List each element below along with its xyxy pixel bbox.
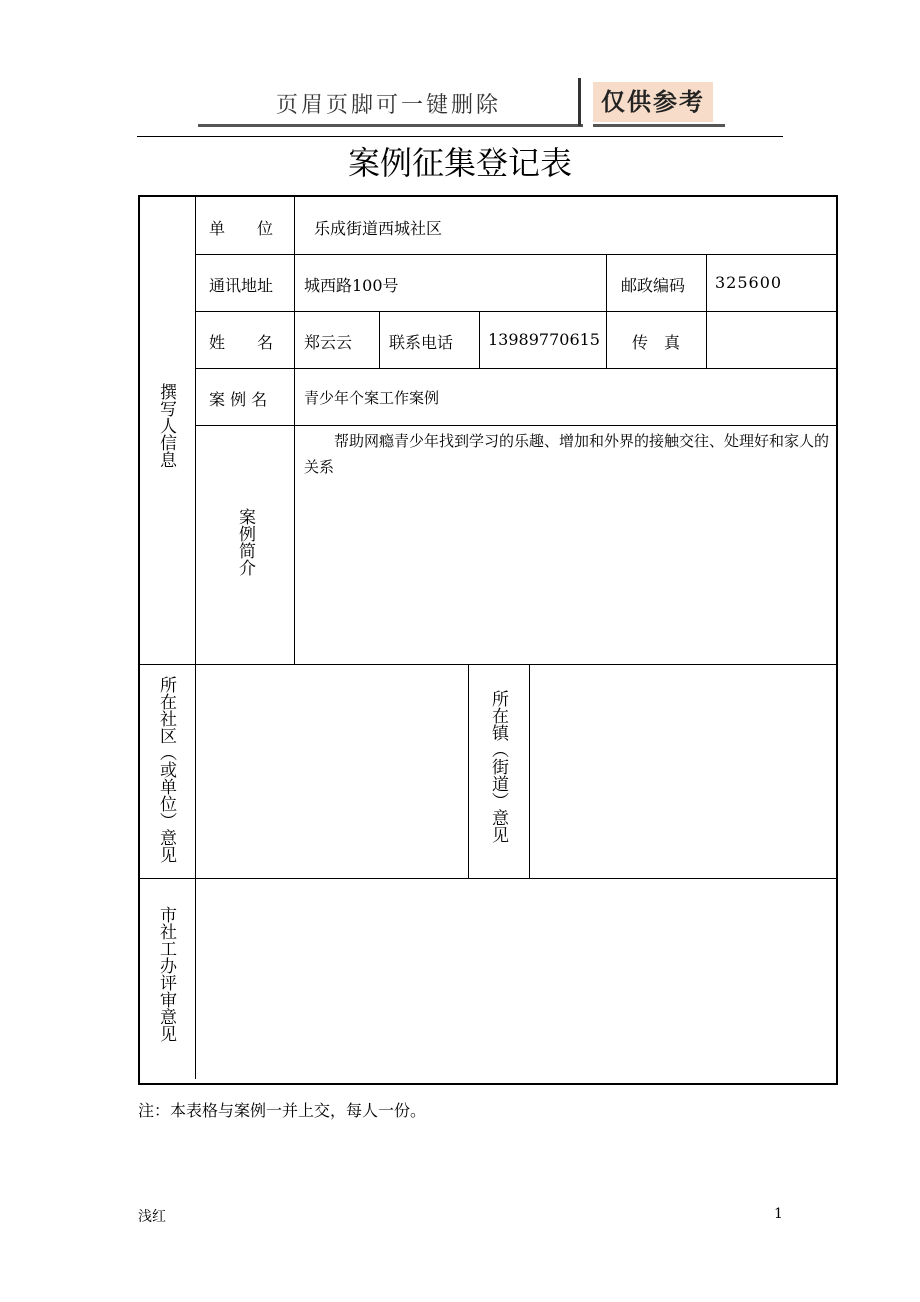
- value-name: 郑云云: [304, 333, 353, 352]
- header-separator: [578, 78, 581, 126]
- grid-line: [196, 311, 836, 312]
- label-fax: 传 真: [632, 333, 681, 352]
- grid-line: [195, 196, 196, 1079]
- grid-line: [139, 878, 836, 879]
- label-community-opinion: 所在社区（或单位）意见: [156, 676, 176, 863]
- grid-line: [139, 664, 836, 665]
- page-number: 1: [774, 1206, 783, 1222]
- value-phone: 13989770615: [488, 330, 600, 349]
- value-case-intro: 帮助网瘾青少年找到学习的乐趣、增加和外界的接触交往、处理好和家人的关系: [304, 432, 830, 476]
- header-banner: [0, 0, 920, 140]
- label-address: 通讯地址: [209, 276, 274, 295]
- registration-form: [138, 195, 838, 1085]
- grid-line: [706, 255, 707, 369]
- grid-line: [294, 196, 295, 664]
- label-town-opinion: 所在镇（街道）意见: [488, 690, 508, 843]
- grid-line: [196, 254, 836, 255]
- label-case-name: 案 例 名: [209, 390, 268, 409]
- header-rule: [137, 136, 783, 137]
- header-text: 页眉页脚可一键删除: [276, 93, 502, 118]
- grid-line: [196, 425, 836, 426]
- grid-line: [529, 664, 530, 878]
- label-postcode: 邮政编码: [621, 276, 686, 295]
- page-title: 案例征集登记表: [347, 144, 572, 182]
- label-name: 姓 名: [209, 333, 274, 352]
- grid-line: [196, 368, 836, 369]
- value-postcode: 325600: [715, 273, 783, 292]
- grid-line: [379, 312, 380, 369]
- label-unit: 单 位: [209, 219, 274, 238]
- footnote: 注：本表格与案例一并上交，每人一份。: [138, 1101, 427, 1120]
- label-city-opinion: 市社工办评审意见: [156, 906, 176, 1042]
- value-case-name: 青少年个案工作案例: [304, 389, 440, 407]
- grid-line: [468, 664, 469, 878]
- header-badge-underline: [593, 124, 725, 127]
- label-case-intro: 案例简介: [235, 508, 255, 576]
- grid-line: [479, 312, 480, 369]
- footer-text: 浅红: [138, 1209, 166, 1225]
- grid-line: [606, 255, 607, 369]
- value-address: 城西路100号: [304, 276, 399, 295]
- header-badge: 仅供参考: [593, 82, 713, 122]
- label-phone: 联系电话: [389, 333, 454, 352]
- header-underline: [198, 124, 583, 127]
- label-author-info: 撰写人信息: [156, 383, 176, 468]
- value-unit: 乐成街道西城社区: [314, 219, 443, 238]
